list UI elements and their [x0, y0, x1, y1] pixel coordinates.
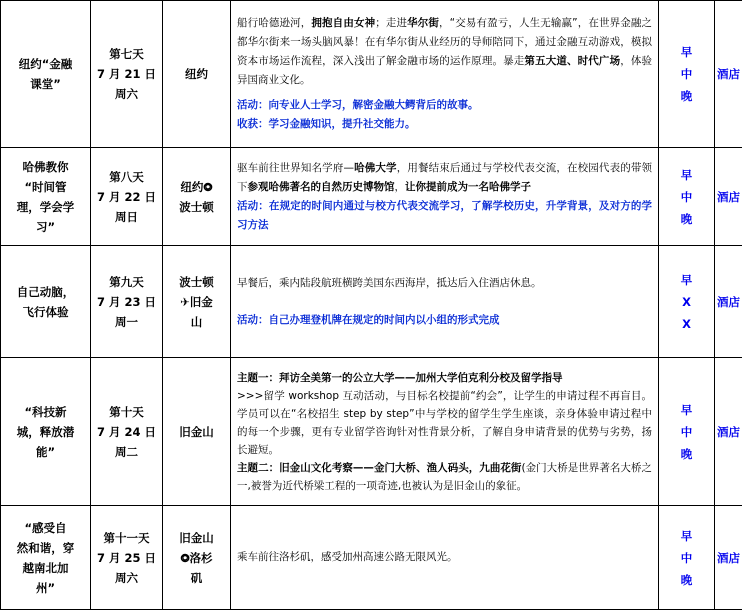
meals-cell: [659, 246, 715, 358]
day-date: 7 月 25 日: [96, 550, 157, 565]
desc-run: 驱车前往世界知名学府—: [237, 161, 354, 174]
hotel-cell: [715, 1, 742, 148]
day-title-line: 哈佛教你: [22, 159, 69, 174]
day-weekday: 周六: [115, 87, 138, 101]
day-title-line: 城，释放潜: [16, 424, 75, 439]
city-line: 波士顿: [179, 199, 214, 214]
day-title-cell: [1, 506, 91, 610]
city-line: 旧金山: [179, 424, 214, 439]
outcome-text: 收获：学习金融知识，提升社交能力。: [237, 118, 416, 130]
city-cell: [163, 506, 231, 610]
meals-cell: [659, 358, 715, 506]
description-text: [237, 14, 652, 90]
city-line: ✈旧金: [180, 294, 213, 309]
description-cell: [231, 506, 659, 610]
meal-dinner: 晚: [680, 572, 693, 587]
day-title-line: 能”: [35, 444, 56, 459]
day-date: 7 月 24 日: [96, 424, 157, 439]
hotel-cell: [715, 246, 742, 358]
meal-lunch: X: [682, 294, 691, 309]
day-title-line: 自己动脑，: [16, 284, 75, 299]
day-title-line: 然和谐，穿: [16, 540, 75, 555]
city-cell: [163, 1, 231, 148]
day-title-line: 课堂”: [30, 77, 61, 91]
city-cell: [163, 246, 231, 358]
hotel-cell: [715, 506, 742, 610]
desc-run: ，: [394, 180, 405, 193]
table-row: [1, 1, 742, 148]
desc-run: 船行哈德逊河，: [237, 17, 312, 29]
city-line: 矶: [190, 570, 203, 585]
hotel-label: 酒店: [717, 67, 740, 81]
theme-two: [237, 459, 652, 495]
meal-dinner: 晚: [680, 211, 693, 226]
activity-text: 活动：自己办理登机牌在规定的时间内以小组的形式完成: [237, 313, 500, 326]
desc-run-bold: 哈佛大学: [353, 161, 397, 174]
meal-breakfast: 早: [680, 528, 693, 543]
city-line: 山: [190, 314, 203, 329]
day-date-cell: [91, 246, 163, 358]
table-row: [1, 246, 742, 358]
desc-run: ，体验异国商业文化。: [237, 55, 653, 86]
day-title-line: 越南北加: [22, 560, 69, 575]
hotel-label: 酒店: [717, 424, 740, 439]
desc-run: ，用餐结束后通过与学校代表交流，在校园代表的带领下: [237, 161, 653, 193]
desc-run: ；走进: [375, 17, 408, 29]
meals-cell: [659, 1, 715, 148]
day-number: 第八天: [109, 169, 144, 184]
day-number: 第七天: [109, 47, 144, 61]
hotel-label: 酒店: [717, 189, 740, 204]
activity-text: 活动：向专业人士学习，解密金融大鳄背后的故事。: [237, 99, 479, 111]
desc-run-bold: 让你提前成为一名哈佛学子: [405, 180, 531, 193]
hotel-label: 酒店: [717, 294, 740, 309]
description-cell: [231, 1, 659, 148]
day-date-cell: [91, 148, 163, 246]
description-text: [237, 159, 652, 197]
day-title-line: 理，学会学: [16, 199, 75, 214]
day-title-line: 习”: [35, 219, 56, 234]
day-weekday: 周日: [115, 209, 138, 224]
city-line: 旧金山: [179, 530, 214, 545]
hotel-cell: [715, 148, 742, 246]
theme-two-heading: 主题二：旧金山文化考察——金门大桥、渔人码头，九曲花街: [237, 461, 522, 474]
city-cell: [163, 358, 231, 506]
meal-dinner: 晚: [680, 89, 693, 103]
hotel-label: 酒店: [717, 550, 740, 565]
meal-breakfast: 早: [680, 45, 693, 59]
meal-lunch: 中: [680, 67, 693, 81]
day-title-cell: [1, 246, 91, 358]
day-title-line: 州”: [35, 580, 56, 595]
day-number: 第九天: [109, 274, 144, 289]
description-text: 早餐后，乘内陆段航班横跨美国东西海岸，抵达后入住酒店休息。: [237, 276, 542, 289]
day-weekday: 周六: [115, 570, 138, 585]
table-row: [1, 358, 742, 506]
meals-cell: [659, 148, 715, 246]
meal-lunch: 中: [680, 424, 693, 439]
day-title-line: “感受自: [24, 520, 67, 535]
description-cell: [231, 246, 659, 358]
city-line: ⭗洛杉: [180, 550, 213, 565]
desc-run-bold: 华尔街: [407, 17, 440, 29]
day-title-line: “时间管: [24, 179, 67, 194]
description-text: 乘车前往洛杉矶，感受加州高速公路无限风光。: [237, 551, 458, 563]
meal-lunch: 中: [680, 189, 693, 204]
day-title-cell: [1, 1, 91, 148]
city-line: 波士顿: [179, 274, 214, 289]
city-cell: [163, 148, 231, 246]
meal-breakfast: 早: [680, 167, 693, 182]
meal-dinner: 晚: [680, 446, 693, 461]
day-number: 第十一天: [103, 530, 150, 545]
day-title-cell: [1, 148, 91, 246]
city-line: 纽约: [185, 67, 208, 81]
meal-breakfast: 早: [680, 402, 693, 417]
day-weekday: 周一: [115, 314, 138, 329]
day-title-cell: [1, 358, 91, 506]
day-title-line: “科技新: [24, 404, 67, 419]
description-cell: [231, 148, 659, 246]
day-date-cell: [91, 1, 163, 148]
desc-run-bold: 拥抱自由女神: [311, 17, 376, 29]
hotel-cell: [715, 358, 742, 506]
day-weekday: 周二: [115, 444, 138, 459]
table-row: [1, 506, 742, 610]
meal-lunch: 中: [680, 550, 693, 565]
activity-text: 活动：在规定的时间内通过与校方代表交流学习，了解学校历史，升学背景，及对方的学习方法: [237, 199, 652, 231]
day-date: 7 月 22 日: [96, 189, 157, 204]
desc-run-bold: 第五大道、时代广场: [524, 55, 621, 67]
desc-run: ，“交易有盈亏，人生无输赢”，在世界金融之都华尔街来一场头脑风暴！在有华尔街从业经历的导师陪同下，通过金融互动游戏，模拟资本市场运作流程，深入浅出了解金融市场的运作原理。暴走: [237, 17, 653, 67]
day-date-cell: [91, 506, 163, 610]
theme-one-heading: 主题一：拜访全美第一的公立大学——加州大学伯克利分校及留学指导: [237, 371, 563, 384]
day-date: 7 月 21 日: [96, 67, 157, 81]
day-date-cell: [91, 358, 163, 506]
table-row: [1, 148, 742, 246]
city-line: 纽约⭗: [180, 179, 213, 194]
meal-breakfast: 早: [680, 272, 693, 287]
meals-cell: [659, 506, 715, 610]
theme-two-text: (金门大桥是世界著名大桥之一,被誉为近代桥梁工程的一项奇迹,也被认为是旧金山的象征。: [237, 461, 652, 492]
description-cell: [231, 358, 659, 506]
day-number: 第十天: [109, 404, 144, 419]
description-text: >>>留学 workshop 互动活动，与目标名校提前“约会”，让学生的申请过程不再盲目。学员可以在“名校招生 step by step”中与学校的留学生学生座谈，亲身体验申请过程中的每一个步骤，更有专业留学咨询针对性背景分析，了解自身申请背景的优势与劣势，扬长避短。: [237, 389, 652, 456]
day-title-line: 飞行体验: [22, 304, 69, 319]
desc-run-bold: 参观哈佛著名的自然历史博物馆: [247, 180, 395, 193]
day-date: 7 月 23 日: [96, 294, 157, 309]
meal-dinner: X: [682, 316, 691, 331]
day-title-line: 纽约“金融: [18, 57, 73, 71]
